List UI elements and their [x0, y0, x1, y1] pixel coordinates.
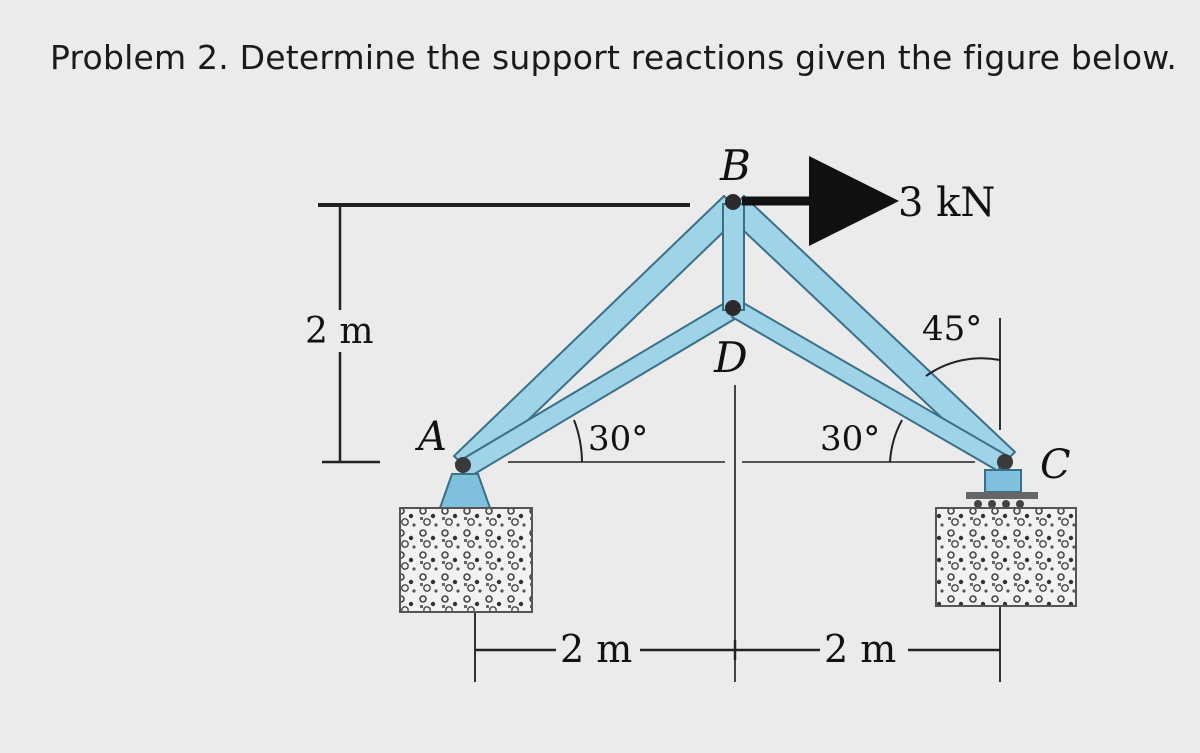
point-c-label: C: [1040, 442, 1071, 488]
joint-c: [997, 454, 1013, 470]
left-span-label: 2 m: [560, 627, 633, 671]
angle-c-vertical-label: 45°: [922, 309, 983, 349]
support-c: [936, 470, 1076, 606]
load-label: 3 kN: [898, 180, 996, 226]
joint-a: [455, 457, 471, 473]
member-bd: [723, 204, 744, 310]
problem-title: Problem 2. Determine the support reactions given the figure below.: [50, 38, 1178, 77]
angle-c-inner-label: 30°: [820, 419, 881, 459]
height-label: 2 m: [305, 311, 374, 352]
point-d-label: D: [714, 333, 748, 382]
angle-a-label: 30°: [588, 419, 649, 459]
support-a: [400, 474, 532, 612]
angle-arc-a: [574, 420, 582, 462]
point-b-label: B: [720, 141, 751, 190]
point-a-label: A: [418, 414, 447, 460]
angle-arc-c-inner: [890, 420, 902, 462]
joint-b: [725, 194, 741, 210]
joint-d: [725, 300, 741, 316]
angle-arc-c-vertical: [926, 358, 1000, 376]
span-dimension: [475, 640, 1000, 660]
right-span-label: 2 m: [824, 627, 897, 671]
